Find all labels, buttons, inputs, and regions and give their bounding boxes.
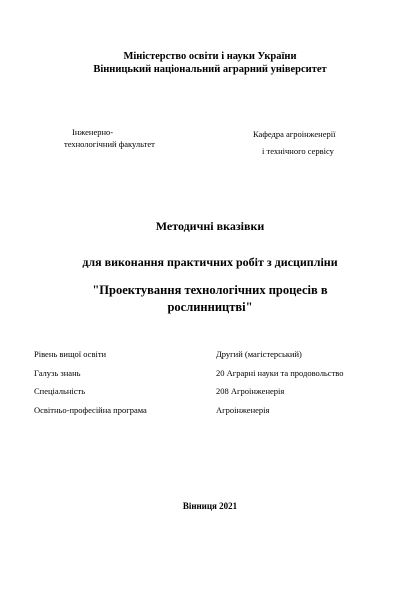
document-subtitle: для виконання практичних робіт з дисципліни [82, 255, 338, 269]
info-value-field: 20 Аграрні науки та продовольство [216, 368, 344, 378]
document-heading: Методичні вказівки [155, 219, 265, 233]
info-value-program: Агроінженерія [216, 405, 270, 415]
faculty-line-2: технологічний факультет [64, 139, 155, 149]
faculty-line-1: Інженерно- [72, 127, 114, 137]
info-value-specialty: 208 Агроінженерія [216, 386, 285, 396]
department-line-1: Кафедра агроінженерії [253, 129, 336, 139]
info-label-field: Галузь знань [34, 368, 81, 378]
info-label-program: Освітньо-професійна програма [34, 405, 147, 415]
info-label-specialty: Спеціальність [34, 386, 86, 396]
university-title: Вінницький національний аграрний університет [93, 64, 327, 75]
department-line-2: і технічного сервісу [262, 146, 334, 156]
ministry-title: Міністерство освіти і науки України [123, 51, 297, 62]
info-value-level: Другий (магістерський) [216, 349, 302, 359]
discipline-title: "Проектування технологічних процесів в рослинництві" [92, 283, 328, 314]
city-year: Вінниця 2021 [182, 501, 238, 511]
info-label-level: Рівень вищої освіти [34, 349, 107, 359]
